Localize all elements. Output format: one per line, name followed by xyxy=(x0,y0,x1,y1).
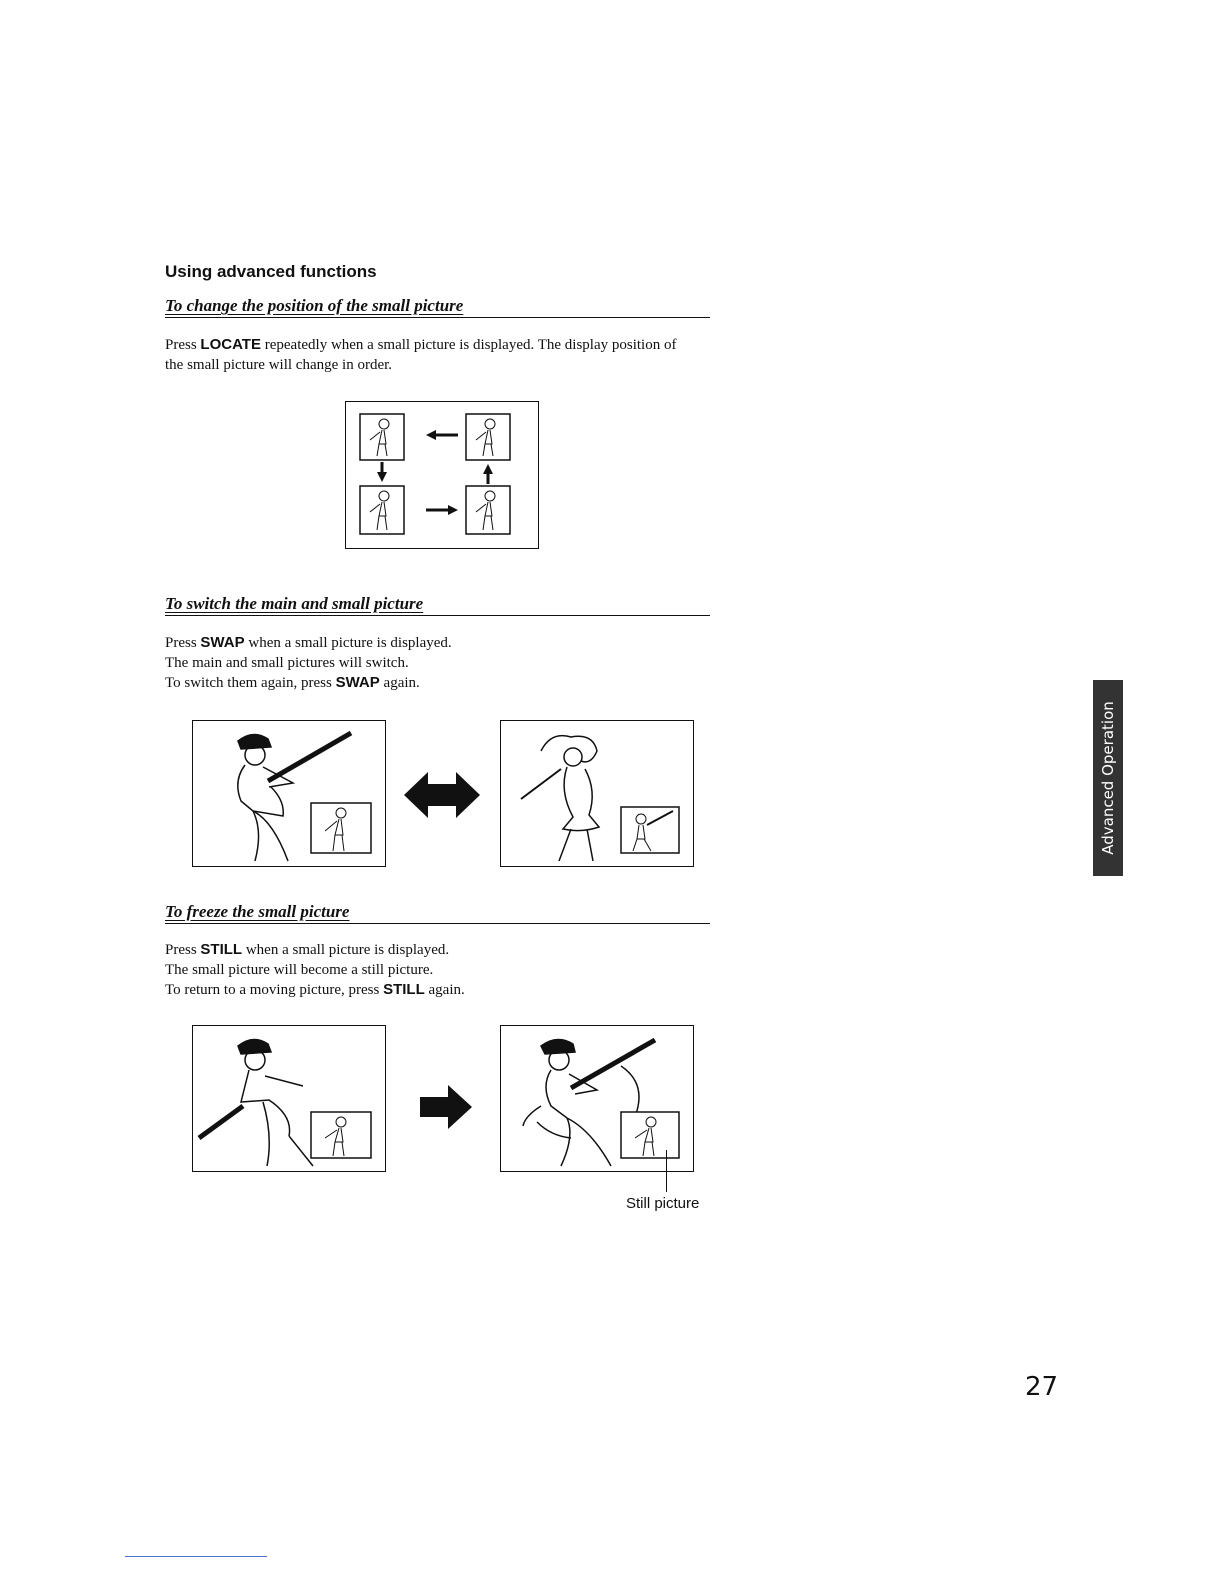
arrow-down-icon xyxy=(377,462,387,482)
locate-key: LOCATE xyxy=(200,336,261,353)
still-key-2: STILL xyxy=(383,981,425,998)
inset-screen xyxy=(311,803,371,853)
tv-screen-top-left xyxy=(360,414,404,460)
locate-text-pre: Press xyxy=(165,337,201,353)
caption-leader-line xyxy=(666,1150,667,1192)
swap-line-1-pre: Press xyxy=(165,635,201,651)
still-picture-caption: Still picture xyxy=(626,1195,700,1212)
locate-diagram xyxy=(345,401,539,549)
still-line-1 xyxy=(165,940,725,960)
arrow-up-icon xyxy=(483,464,493,484)
swap-after-screen xyxy=(500,720,694,867)
batter-icon xyxy=(199,1039,313,1166)
still-heading: To freeze the small picture xyxy=(165,902,710,924)
tv-screen-bottom-left xyxy=(360,486,404,534)
side-tab-label: Advanced Operation xyxy=(1099,701,1117,855)
arrow-left-icon xyxy=(426,430,458,440)
still-after-screen xyxy=(500,1025,694,1172)
still-before-screen xyxy=(192,1025,386,1172)
swap-line-3-post: again. xyxy=(379,675,420,691)
arrow-right-icon xyxy=(426,505,458,515)
inset-screen xyxy=(311,1112,371,1158)
swap-key-2: SWAP xyxy=(335,674,380,691)
still-key: STILL xyxy=(200,941,243,958)
locate-paragraph xyxy=(165,335,695,375)
swap-line-2: The main and small pictures will switch. xyxy=(165,655,409,671)
locate-text-post: repeatedly when a small picture is displayed. The display position of the small picture will change in order. xyxy=(165,337,677,373)
swap-line-3 xyxy=(165,673,725,693)
locate-heading: To change the position of the small picture xyxy=(165,296,710,318)
swap-line-1-post: when a small picture is displayed. xyxy=(244,635,452,651)
arrow-right-icon xyxy=(418,1085,474,1129)
still-line-1-pre: Press xyxy=(165,942,201,958)
page-number: 27 xyxy=(1025,1372,1059,1402)
side-tab xyxy=(1093,680,1123,876)
still-line-1-post: when a small picture is displayed. xyxy=(242,942,450,958)
still-line-2: The small picture will become a still picture. xyxy=(165,962,434,978)
double-arrow-icon xyxy=(402,770,482,820)
swap-paragraph xyxy=(165,633,725,693)
still-line-3-post: again. xyxy=(424,982,465,998)
tv-screen-bottom-right xyxy=(466,486,510,534)
swap-key: SWAP xyxy=(200,634,245,651)
inset-screen xyxy=(621,1112,679,1158)
still-line-3 xyxy=(165,980,725,1000)
swap-heading: To switch the main and small picture xyxy=(165,594,710,616)
swap-line-3-pre: To switch them again, press xyxy=(165,675,336,691)
golfer-icon xyxy=(521,736,599,861)
still-paragraph xyxy=(165,940,725,1000)
section-title: Using advanced functions xyxy=(165,262,377,281)
swap-line-1 xyxy=(165,633,725,653)
inset-screen xyxy=(621,807,679,853)
footer-rule xyxy=(125,1556,267,1557)
tv-screen-top-right xyxy=(466,414,510,460)
still-line-3-pre: To return to a moving picture, press xyxy=(165,982,384,998)
swap-before-screen xyxy=(192,720,386,867)
